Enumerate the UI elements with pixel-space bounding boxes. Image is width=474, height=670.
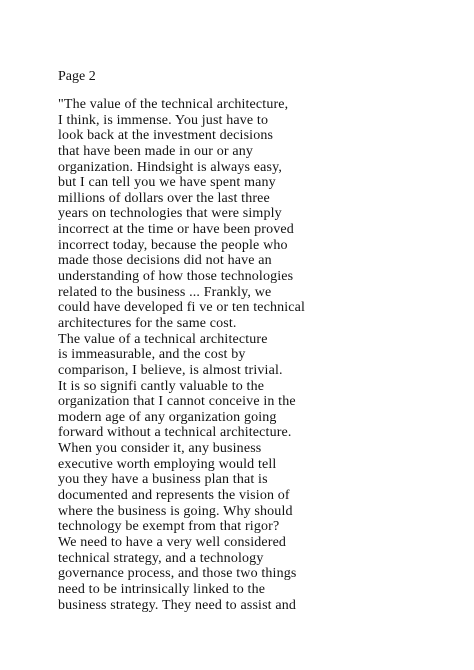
text-line: years on technologies that were simply: [58, 206, 282, 222]
text-line: business strategy. They need to assist and: [58, 597, 297, 613]
text-line: documented and represents the vision of: [58, 488, 290, 504]
text-line: you they have a business plan that is: [58, 472, 268, 488]
text-line: incorrect at the time or have been proved: [58, 222, 294, 238]
text-line: technology be exempt from that rigor?: [58, 519, 280, 535]
text-line: It is so signifi cantly valuable to the: [58, 378, 265, 394]
text-line: but I can tell you we have spent many: [58, 175, 276, 191]
text-line: comparison, I believe, is almost trivial.: [58, 362, 283, 378]
text-line: organization. Hindsight is always easy,: [58, 159, 282, 175]
text-line: need to be intrinsically linked to the: [58, 581, 266, 597]
text-line: We need to have a very well considered: [58, 534, 287, 550]
text-line: made those decisions did not have an: [58, 253, 272, 269]
text-line: When you consider it, any business: [58, 441, 262, 457]
text-line: look back at the investment decisions: [58, 128, 274, 144]
text-line: that have been made in our or any: [58, 143, 254, 159]
text-line: could have developed fi ve or ten technical: [58, 300, 306, 316]
text-line: The value of a technical architecture: [58, 331, 268, 347]
body-text: [58, 97, 468, 613]
text-line: related to the business ... Frankly, we: [58, 284, 272, 300]
page-number: Page 2: [58, 69, 96, 84]
text-line: modern age of any organization going: [58, 409, 277, 425]
text-line: technical strategy, and a technology: [58, 550, 264, 566]
text-line: forward without a technical architecture.: [58, 425, 292, 441]
text-line: organization that I cannot conceive in the: [58, 394, 296, 410]
text-line: understanding of how those technologies: [58, 269, 294, 285]
text-line: "The value of the technical architecture,: [58, 97, 289, 112]
text-line: millions of dollars over the last three: [58, 190, 270, 206]
text-line: I think, is immense. You just have to: [58, 112, 269, 128]
text-line: architectures for the same cost.: [58, 315, 237, 331]
text-line: incorrect today, because the people who: [58, 237, 288, 253]
text-line: is immeasurable, and the cost by: [58, 347, 246, 363]
text-line: executive worth employing would tell: [58, 456, 277, 472]
text-line: where the business is going. Why should: [58, 503, 293, 519]
text-line: governance process, and those two things: [58, 566, 297, 582]
